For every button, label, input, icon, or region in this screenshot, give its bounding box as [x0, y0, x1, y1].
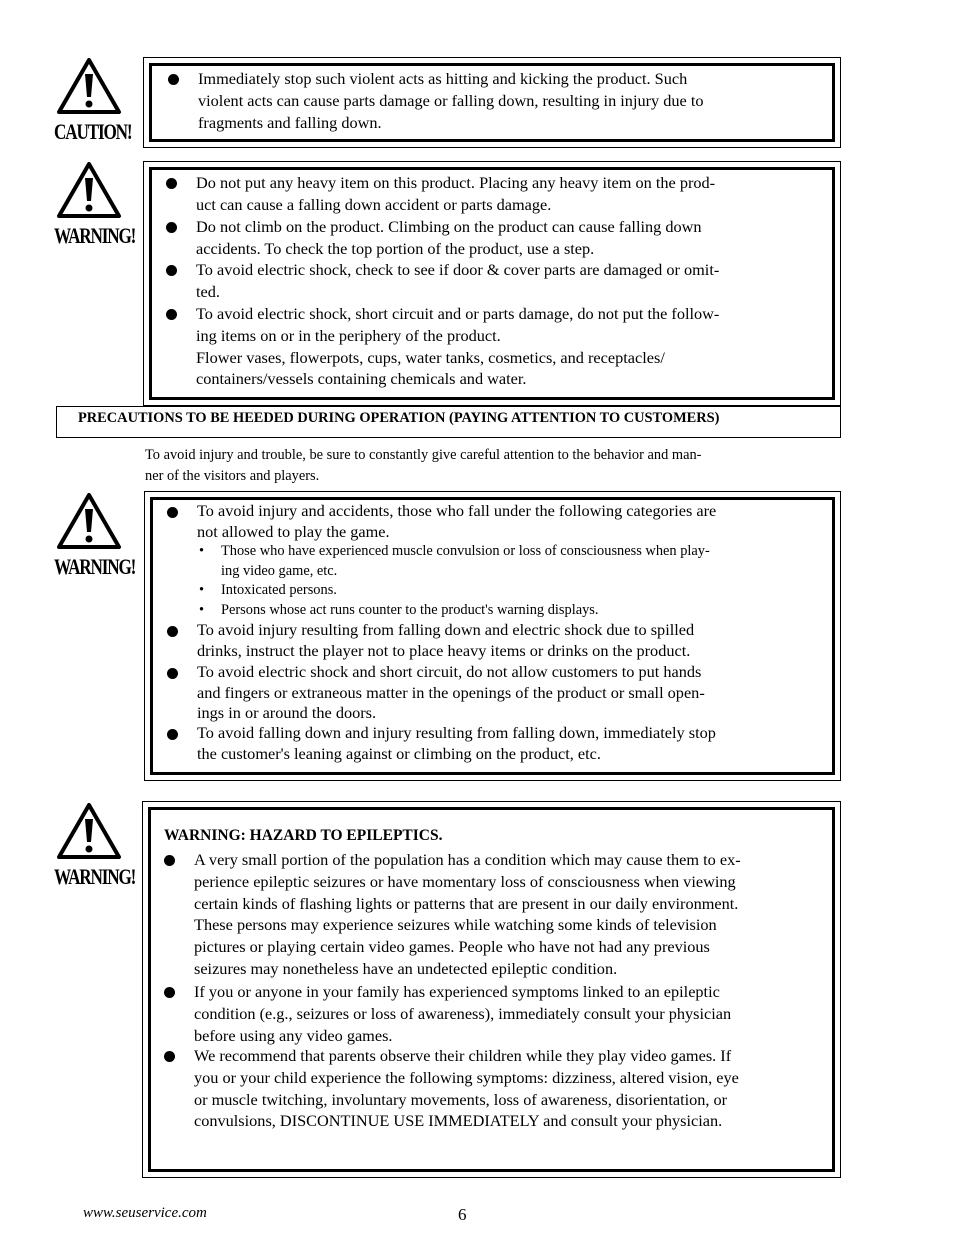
section-heading: PRECAUTIONS TO BE HEEDED DURING OPERATION (PAYING ATTENTION TO CUSTOMERS) — [78, 410, 720, 426]
warning-icon — [54, 161, 136, 248]
warning-triangle-icon — [56, 802, 122, 860]
epilepsy-warning-title: WARNING: HAZARD TO EPILEPTICS. — [164, 827, 443, 844]
sub-bullet-icon: • — [199, 582, 205, 598]
bullet-icon — [167, 507, 178, 518]
warning-triangle-icon — [56, 492, 122, 550]
warning-label: WARNING! — [54, 864, 136, 889]
caution-triangle-icon — [56, 57, 122, 115]
caution-icon — [54, 57, 132, 144]
bullet-icon — [168, 74, 179, 85]
bullet-icon — [167, 626, 178, 637]
warning-icon — [54, 492, 136, 579]
warning-triangle-icon — [56, 161, 122, 219]
bullet-icon — [167, 668, 178, 679]
footer-website-link[interactable]: www.seuservice.com — [83, 1205, 207, 1221]
warning-icon — [54, 802, 136, 889]
bullet-icon — [164, 987, 175, 998]
section-intro-text: To avoid injury and trouble, be sure to constantly give careful attention to the behavior and man- ner of the visitors and players. — [145, 447, 702, 484]
section-heading-bar — [56, 406, 841, 438]
bullet-icon — [164, 855, 175, 866]
warning-label: WARNING! — [54, 223, 136, 248]
caution-label: CAUTION! — [54, 119, 132, 144]
bullet-icon — [166, 222, 177, 233]
bullet-icon — [166, 309, 177, 320]
warning-label: WARNING! — [54, 554, 136, 579]
bullet-icon — [166, 265, 177, 276]
bullet-icon — [167, 729, 178, 740]
sub-bullet-icon: • — [199, 543, 205, 559]
bullet-icon — [166, 178, 177, 189]
sub-bullet-icon: • — [199, 602, 205, 618]
bullet-icon — [164, 1051, 175, 1062]
page-number: 6 — [458, 1205, 467, 1224]
